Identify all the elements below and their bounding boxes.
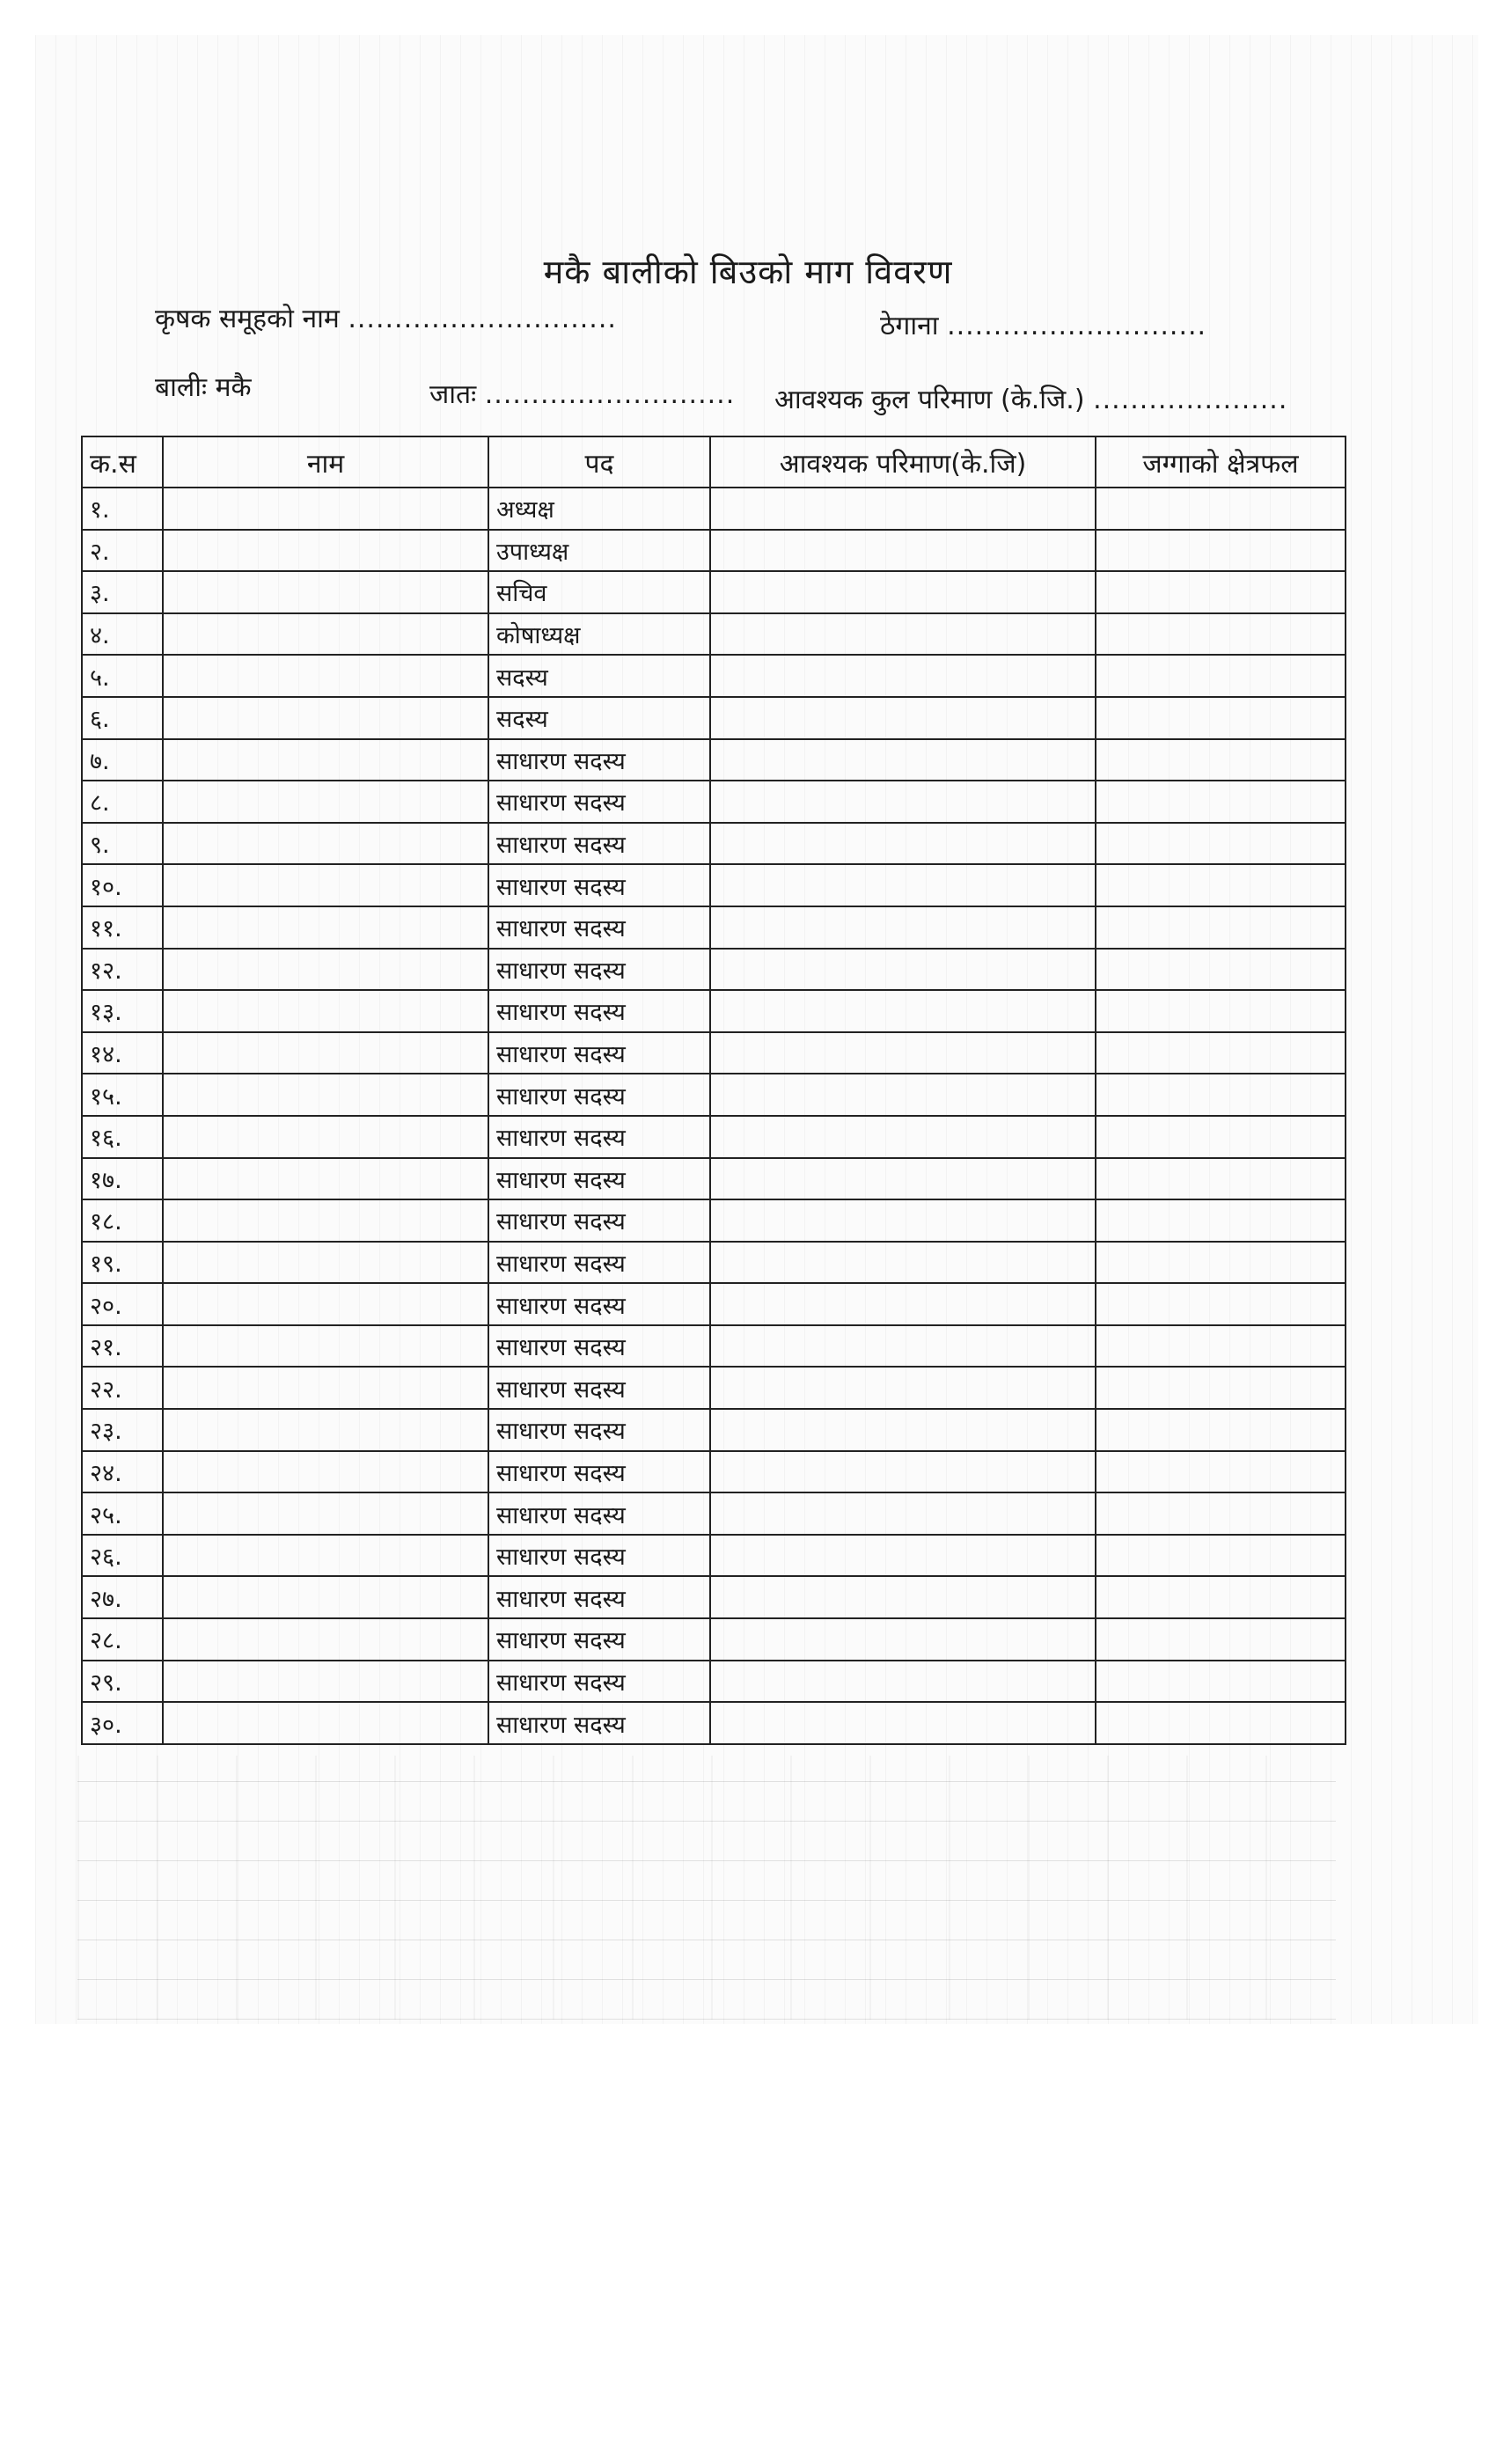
post-cell: साधारण सदस्य	[488, 1158, 710, 1200]
post-cell: साधारण सदस्य	[488, 1492, 710, 1535]
table-row	[82, 1618, 1346, 1661]
post-cell: साधारण सदस्य	[488, 990, 710, 1032]
land-area-cell[interactable]	[1096, 1158, 1346, 1200]
quantity-cell[interactable]	[710, 1409, 1096, 1451]
land-area-cell[interactable]	[1096, 1535, 1346, 1577]
land-area-cell[interactable]	[1096, 1618, 1346, 1661]
faded-table-bleedthrough	[77, 1756, 1336, 2020]
quantity-cell[interactable]	[710, 990, 1096, 1032]
table-row	[82, 1576, 1346, 1618]
land-area-cell[interactable]	[1096, 990, 1346, 1032]
land-area-cell[interactable]	[1096, 1576, 1346, 1618]
post-cell: साधारण सदस्य	[488, 1074, 710, 1116]
post-cell: सदस्य	[488, 697, 710, 739]
post-cell: साधारण सदस्य	[488, 1451, 710, 1493]
quantity-cell[interactable]	[710, 823, 1096, 865]
land-area-cell[interactable]	[1096, 1325, 1346, 1368]
serial-no-cell: १.	[82, 488, 163, 530]
header-post: पद	[488, 436, 710, 488]
header-required-quantity: आवश्यक परिमाण(के.जि)	[710, 436, 1096, 488]
quantity-cell[interactable]	[710, 1325, 1096, 1368]
name-cell[interactable]	[163, 906, 488, 949]
serial-no-cell: ६.	[82, 697, 163, 739]
crop-label: बालीः मकै	[155, 372, 252, 403]
land-area-cell[interactable]	[1096, 488, 1346, 530]
table-header-row	[82, 436, 1346, 488]
quantity-cell[interactable]	[710, 697, 1096, 739]
quantity-cell[interactable]	[710, 1492, 1096, 1535]
serial-no-cell: २५.	[82, 1492, 163, 1535]
name-cell[interactable]	[163, 1242, 488, 1284]
land-area-cell[interactable]	[1096, 1199, 1346, 1242]
table-row	[82, 530, 1346, 572]
quantity-cell[interactable]	[710, 864, 1096, 906]
post-cell: साधारण सदस्य	[488, 1367, 710, 1409]
address-line	[880, 306, 1206, 342]
table-row	[82, 1116, 1346, 1158]
name-cell[interactable]	[163, 488, 488, 530]
land-area-cell[interactable]	[1096, 906, 1346, 949]
total-quantity-label: आवश्यक कुल परिमाण (के.जि.)	[774, 385, 1085, 415]
post-cell: साधारण सदस्य	[488, 1032, 710, 1074]
name-cell[interactable]	[163, 1283, 488, 1325]
post-cell: साधारण सदस्य	[488, 1576, 710, 1618]
land-area-cell[interactable]	[1096, 739, 1346, 781]
post-cell: उपाध्यक्ष	[488, 530, 710, 572]
post-cell: साधारण सदस्य	[488, 823, 710, 865]
serial-no-cell: ५.	[82, 655, 163, 697]
quantity-cell[interactable]	[710, 1242, 1096, 1284]
table-row	[82, 1325, 1346, 1368]
quantity-cell[interactable]	[710, 1702, 1096, 1744]
table-row	[82, 1409, 1346, 1451]
table-row	[82, 1367, 1346, 1409]
post-cell: साधारण सदस्य	[488, 1116, 710, 1158]
table-row	[82, 781, 1346, 823]
table-row	[82, 1492, 1346, 1535]
name-cell[interactable]	[163, 1032, 488, 1074]
serial-no-cell: १३.	[82, 990, 163, 1032]
serial-no-cell: १०.	[82, 864, 163, 906]
post-cell: साधारण सदस्य	[488, 739, 710, 781]
name-cell[interactable]	[163, 781, 488, 823]
serial-no-cell: १५.	[82, 1074, 163, 1116]
header-land-area: जग्गाको क्षेत्रफल	[1096, 436, 1346, 488]
land-area-cell[interactable]	[1096, 1242, 1346, 1284]
form-title: मकै बालीको बिउको माग विवरण	[543, 253, 953, 291]
quantity-cell[interactable]	[710, 1074, 1096, 1116]
variety-field[interactable]: ...........................	[484, 379, 736, 410]
land-area-cell[interactable]	[1096, 1283, 1346, 1325]
group-name-label: कृषक समूहको नाम	[155, 304, 340, 334]
post-cell: कोषाध्यक्ष	[488, 613, 710, 656]
quantity-cell[interactable]	[710, 906, 1096, 949]
quantity-cell[interactable]	[710, 1116, 1096, 1158]
serial-no-cell: ११.	[82, 906, 163, 949]
land-area-cell[interactable]	[1096, 1702, 1346, 1744]
post-cell: सचिव	[488, 571, 710, 613]
serial-no-cell: ३०.	[82, 1702, 163, 1744]
table-row	[82, 655, 1346, 697]
post-cell: साधारण सदस्य	[488, 1325, 710, 1368]
table-row	[82, 488, 1346, 530]
group-name-field[interactable]: .............................	[348, 304, 617, 334]
table-row	[82, 697, 1346, 739]
name-cell[interactable]	[163, 1661, 488, 1703]
serial-no-cell: २१.	[82, 1325, 163, 1368]
name-cell[interactable]	[163, 864, 488, 906]
serial-no-cell: ३.	[82, 571, 163, 613]
land-area-cell[interactable]	[1096, 1492, 1346, 1535]
serial-no-cell: २२.	[82, 1367, 163, 1409]
serial-no-cell: ७.	[82, 739, 163, 781]
group-name-line	[155, 299, 617, 335]
serial-no-cell: १८.	[82, 1199, 163, 1242]
header-name: नाम	[163, 436, 488, 488]
serial-no-cell: ८.	[82, 781, 163, 823]
table-row	[82, 1702, 1346, 1744]
name-cell[interactable]	[163, 1702, 488, 1744]
name-cell[interactable]	[163, 949, 488, 991]
quantity-cell[interactable]	[710, 781, 1096, 823]
quantity-cell[interactable]	[710, 1535, 1096, 1577]
table-row	[82, 1032, 1346, 1074]
seed-demand-table	[81, 436, 1346, 1745]
post-cell: साधारण सदस्य	[488, 1535, 710, 1577]
land-area-cell[interactable]	[1096, 571, 1346, 613]
name-cell[interactable]	[163, 739, 488, 781]
post-cell: साधारण सदस्य	[488, 1661, 710, 1703]
land-area-cell[interactable]	[1096, 655, 1346, 697]
table-row	[82, 739, 1346, 781]
serial-no-cell: १४.	[82, 1032, 163, 1074]
variety-label: जातः	[429, 379, 477, 410]
table-body	[82, 488, 1346, 1744]
land-area-cell[interactable]	[1096, 1661, 1346, 1703]
total-quantity-field[interactable]: .....................	[1093, 385, 1288, 415]
name-cell[interactable]	[163, 613, 488, 656]
quantity-cell[interactable]	[710, 1576, 1096, 1618]
serial-no-cell: २९.	[82, 1661, 163, 1703]
post-cell: साधारण सदस्य	[488, 1242, 710, 1284]
name-cell[interactable]	[163, 1576, 488, 1618]
land-area-cell[interactable]	[1096, 1409, 1346, 1451]
post-cell: साधारण सदस्य	[488, 1702, 710, 1744]
name-cell[interactable]	[163, 1158, 488, 1200]
name-cell[interactable]	[163, 1199, 488, 1242]
post-cell: साधारण सदस्य	[488, 906, 710, 949]
serial-no-cell: १९.	[82, 1242, 163, 1284]
table-row	[82, 1074, 1346, 1116]
variety-line	[429, 375, 735, 411]
name-cell[interactable]	[163, 1116, 488, 1158]
post-cell: साधारण सदस्य	[488, 781, 710, 823]
quantity-cell[interactable]	[710, 530, 1096, 572]
quantity-cell[interactable]	[710, 571, 1096, 613]
total-quantity-line	[774, 380, 1287, 416]
serial-no-cell: २७.	[82, 1576, 163, 1618]
address-label: ठेगाना	[880, 311, 939, 341]
name-cell[interactable]	[163, 1535, 488, 1577]
land-area-cell[interactable]	[1096, 697, 1346, 739]
quantity-cell[interactable]	[710, 613, 1096, 656]
table-row	[82, 1451, 1346, 1493]
quantity-cell[interactable]	[710, 949, 1096, 991]
name-cell[interactable]	[163, 530, 488, 572]
quantity-cell[interactable]	[710, 1451, 1096, 1493]
header-serial-no: क.स	[82, 436, 163, 488]
quantity-cell[interactable]	[710, 1661, 1096, 1703]
post-cell: सदस्य	[488, 655, 710, 697]
land-area-cell[interactable]	[1096, 949, 1346, 991]
table-row	[82, 1242, 1346, 1284]
land-area-cell[interactable]	[1096, 781, 1346, 823]
land-area-cell[interactable]	[1096, 1032, 1346, 1074]
name-cell[interactable]	[163, 1451, 488, 1493]
serial-no-cell: १२.	[82, 949, 163, 991]
post-cell: साधारण सदस्य	[488, 949, 710, 991]
quantity-cell[interactable]	[710, 655, 1096, 697]
quantity-cell[interactable]	[710, 739, 1096, 781]
name-cell[interactable]	[163, 1325, 488, 1368]
serial-no-cell: २.	[82, 530, 163, 572]
post-cell: साधारण सदस्य	[488, 1409, 710, 1451]
quantity-cell[interactable]	[710, 1199, 1096, 1242]
post-cell: साधारण सदस्य	[488, 1283, 710, 1325]
land-area-cell[interactable]	[1096, 613, 1346, 656]
name-cell[interactable]	[163, 1618, 488, 1661]
table-row	[82, 1535, 1346, 1577]
serial-no-cell: ४.	[82, 613, 163, 656]
land-area-cell[interactable]	[1096, 1116, 1346, 1158]
quantity-cell[interactable]	[710, 1158, 1096, 1200]
name-cell[interactable]	[163, 1409, 488, 1451]
table-row	[82, 571, 1346, 613]
quantity-cell[interactable]	[710, 1367, 1096, 1409]
table-row	[82, 990, 1346, 1032]
table-row	[82, 1661, 1346, 1703]
table-row	[82, 949, 1346, 991]
name-cell[interactable]	[163, 1492, 488, 1535]
address-field[interactable]: ............................	[947, 311, 1207, 341]
post-cell: साधारण सदस्य	[488, 864, 710, 906]
name-cell[interactable]	[163, 571, 488, 613]
serial-no-cell: २३.	[82, 1409, 163, 1451]
table-row	[82, 864, 1346, 906]
land-area-cell[interactable]	[1096, 864, 1346, 906]
table-row	[82, 823, 1346, 865]
table-row	[82, 1158, 1346, 1200]
land-area-cell[interactable]	[1096, 823, 1346, 865]
land-area-cell[interactable]	[1096, 530, 1346, 572]
serial-no-cell: २६.	[82, 1535, 163, 1577]
quantity-cell[interactable]	[710, 488, 1096, 530]
name-cell[interactable]	[163, 655, 488, 697]
quantity-cell[interactable]	[710, 1283, 1096, 1325]
name-cell[interactable]	[163, 1367, 488, 1409]
serial-no-cell: ९.	[82, 823, 163, 865]
name-cell[interactable]	[163, 823, 488, 865]
table-row	[82, 1283, 1346, 1325]
serial-no-cell: २४.	[82, 1451, 163, 1493]
post-cell: साधारण सदस्य	[488, 1199, 710, 1242]
name-cell[interactable]	[163, 990, 488, 1032]
land-area-cell[interactable]	[1096, 1367, 1346, 1409]
table-row	[82, 906, 1346, 949]
quantity-cell[interactable]	[710, 1032, 1096, 1074]
serial-no-cell: १६.	[82, 1116, 163, 1158]
quantity-cell[interactable]	[710, 1618, 1096, 1661]
serial-no-cell: २८.	[82, 1618, 163, 1661]
post-cell: साधारण सदस्य	[488, 1618, 710, 1661]
table-row	[82, 613, 1346, 656]
table-row	[82, 1199, 1346, 1242]
name-cell[interactable]	[163, 697, 488, 739]
post-cell: अध्यक्ष	[488, 488, 710, 530]
name-cell[interactable]	[163, 1074, 488, 1116]
serial-no-cell: २०.	[82, 1283, 163, 1325]
serial-no-cell: १७.	[82, 1158, 163, 1200]
land-area-cell[interactable]	[1096, 1074, 1346, 1116]
land-area-cell[interactable]	[1096, 1451, 1346, 1493]
